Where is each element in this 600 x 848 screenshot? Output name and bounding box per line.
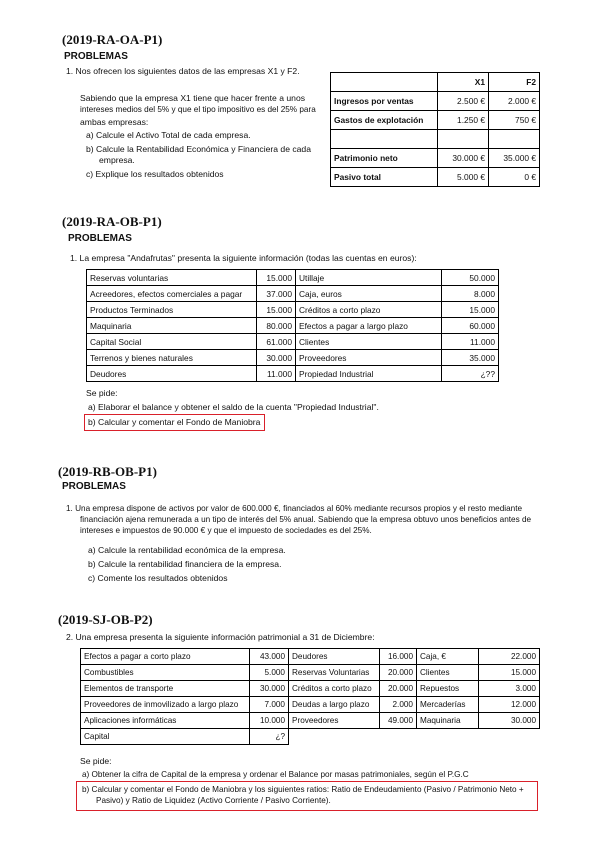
table-cell: Mercaderías (417, 697, 479, 713)
table-row (331, 92, 540, 111)
table-cell: 12.000 (479, 697, 540, 713)
table-cell (331, 73, 438, 92)
table-cell: Patrimonio neto (331, 149, 438, 168)
table-cell: Maquinaria (87, 318, 257, 334)
table-cell: 15.000 (257, 302, 296, 318)
table-row (331, 149, 540, 168)
table-cell: 15.000 (257, 270, 296, 286)
question-list (88, 543, 286, 585)
table-cell: ¿?? (442, 366, 499, 382)
problem-statement (80, 92, 326, 128)
table-cell: Proveedores (296, 350, 442, 366)
table-cell (489, 130, 540, 149)
section-heading: PROBLEMAS (62, 481, 126, 492)
problem-intro: 2. Una empresa presenta la siguiente información patrimonial a 31 de Diciembre: (66, 632, 375, 642)
table-header-f2: F2 (489, 73, 540, 92)
table-cell: 11.000 (442, 334, 499, 350)
table-row (81, 665, 540, 681)
table-row (331, 130, 540, 149)
table-cell: Caja, € (417, 649, 479, 665)
question-list (86, 130, 311, 180)
problem-statement (66, 503, 531, 536)
table-cell: Propiedad Industrial (296, 366, 442, 382)
table-cell: 10.000 (250, 713, 289, 729)
table-cell: 22.000 (479, 649, 540, 665)
table-cell: 30.000 € (438, 149, 489, 168)
question-item: a) Calcule el Activo Total de cada empresa. (86, 130, 251, 140)
table-cell: Capital (81, 729, 250, 745)
table-cell: Elementos de transporte (81, 681, 250, 697)
table-row (81, 649, 540, 665)
question-item: b) Calcule la Rentabilidad Económica y Financiera de cada (86, 143, 311, 154)
section-code: (2019-RB-OB-P1) (58, 464, 157, 479)
table-cell: Pasivo total (331, 168, 438, 187)
question-item: a) Obtener la cifra de Capital de la empresa y ordenar el Balance por masas patrimoniales, según el P.G.C (82, 770, 469, 779)
table-cell: 7.000 (250, 697, 289, 713)
table-cell: Clientes (296, 334, 442, 350)
table-cell: 8.000 (442, 286, 499, 302)
table-row (81, 713, 540, 729)
table-cell: 16.000 (380, 649, 417, 665)
table-cell (331, 130, 438, 149)
table-cell: Acreedores, efectos comerciales a pagar (87, 286, 257, 302)
table-cell: 2.000 (380, 697, 417, 713)
question-item (82, 784, 524, 806)
se-pide-label: Se pide: (80, 756, 112, 766)
table-cell: Deudores (87, 366, 257, 382)
text-line: ambas empresas: (80, 117, 149, 127)
table-cell: 30.000 (250, 681, 289, 697)
empty-cell (380, 729, 417, 745)
table-row (81, 729, 540, 745)
table-cell: 61.000 (257, 334, 296, 350)
problem-intro: 1. La empresa "Andafrutas" presenta la siguiente información (todas las cuentas en euros): (70, 253, 417, 263)
question-item: b) Calcule la rentabilidad financiera de la empresa. (88, 559, 282, 569)
table-cell: Repuestos (417, 681, 479, 697)
empty-cell (289, 729, 380, 745)
table-cell: 43.000 (250, 649, 289, 665)
table-cell: Proveedores de inmovilizado a largo plazo (81, 697, 250, 713)
question-item: c) Explique los resultados obtenidos (86, 168, 224, 179)
table-cell: Caja, euros (296, 286, 442, 302)
table-cell: Ingresos por ventas (331, 92, 438, 111)
table-cell: 1.250 € (438, 111, 489, 130)
table-row (331, 111, 540, 130)
table-row (87, 270, 499, 286)
table-cell: 2.000 € (489, 92, 540, 111)
table-row (81, 697, 540, 713)
table-cell: Utillaje (296, 270, 442, 286)
text-line: financiación ajena remunerada a un tipo de interés del 5% anual. Sabiendo que la empresa obtuvo unos beneficios antes de (80, 515, 532, 524)
text-line: b) Calcular y comentar el Fondo de Maniobra y los siguientes ratios: Ratio de Endeudamiento (Pasivo / Patrimonio Neto + (82, 785, 524, 794)
table-header-x1: X1 (438, 73, 489, 92)
question-item: a) Elaborar el balance y obtener el saldo de la cuenta "Propiedad Industrial". (88, 402, 379, 412)
text-line: Pasivo) y Ratio de Liquidez (Activo Corriente / Pasivo Corriente). (96, 796, 331, 805)
table-cell: 37.000 (257, 286, 296, 302)
text-line: Sabiendo que la empresa X1 tiene que hacer frente a unos (80, 93, 306, 103)
table-cell: Deudores (289, 649, 380, 665)
table-row (87, 366, 499, 382)
se-pide-label: Se pide: (86, 388, 118, 398)
table-cell: 60.000 (442, 318, 499, 334)
table-cell: 3.000 (479, 681, 540, 697)
table-cell: 5.000 € (438, 168, 489, 187)
table-cell: Terrenos y bienes naturales (87, 350, 257, 366)
table-cell: Efectos a pagar a largo plazo (296, 318, 442, 334)
table-header-row (331, 73, 540, 92)
table-cell: Maquinaria (417, 713, 479, 729)
question-item: b) Calcular y comentar el Fondo de Maniobra (88, 417, 261, 427)
table-row (87, 318, 499, 334)
table-cell: 20.000 (380, 665, 417, 681)
table-cell: 5.000 (250, 665, 289, 681)
section-code: (2019-RA-OB-P1) (62, 214, 162, 229)
table-cell: Efectos a pagar a corto plazo (81, 649, 250, 665)
table-cell: 30.000 (257, 350, 296, 366)
companies-data-table (330, 72, 540, 187)
text-line: intereses e impuestos de 90.000 € y que el impuesto de sociedades es del 25%. (80, 526, 372, 535)
table-cell: 50.000 (442, 270, 499, 286)
question-item: c) Comente los resultados obtenidos (88, 573, 228, 583)
text-line: 1. Una empresa dispone de activos por valor de 600.000 €, financiados al 60% mediante recursos propios y el resto mediante (66, 504, 523, 513)
table-row (87, 334, 499, 350)
table-cell: Clientes (417, 665, 479, 681)
table-cell: 11.000 (257, 366, 296, 382)
table-row (81, 681, 540, 697)
table-row (87, 286, 499, 302)
table-cell: 20.000 (380, 681, 417, 697)
text-line: intereses medios del 5% y que el tipo impositivo es del 25% para (80, 105, 316, 114)
table-cell: 35.000 (442, 350, 499, 366)
table-cell (438, 130, 489, 149)
table-cell: 35.000 € (489, 149, 540, 168)
section-heading: PROBLEMAS (68, 233, 132, 244)
table-row (331, 168, 540, 187)
table-cell: Reservas Voluntarias (289, 665, 380, 681)
section-code: (2019-SJ-OB-P2) (58, 612, 153, 627)
table-cell: Proveedores (289, 713, 380, 729)
question-item: a) Calcule la rentabilidad económica de la empresa. (88, 545, 286, 555)
table-cell: ¿? (250, 729, 289, 745)
question-item: empresa. (99, 155, 135, 165)
table-cell: 15.000 (442, 302, 499, 318)
table-cell: Capital Social (87, 334, 257, 350)
table-row (87, 302, 499, 318)
empty-cell (417, 729, 479, 745)
table-cell: 49.000 (380, 713, 417, 729)
table-cell: Reservas voluntarias (87, 270, 257, 286)
patrimonial-table (80, 648, 540, 745)
table-cell: Combustibles (81, 665, 250, 681)
table-cell: Créditos a corto plazo (296, 302, 442, 318)
table-cell: 30.000 (479, 713, 540, 729)
table-cell: 2.500 € (438, 92, 489, 111)
table-cell: Deudas a largo plazo (289, 697, 380, 713)
table-cell: 80.000 (257, 318, 296, 334)
section-code: (2019-RA-OA-P1) (62, 32, 163, 47)
table-cell: Aplicaciones informáticas (81, 713, 250, 729)
empty-cell (479, 729, 540, 745)
problem-intro: 1. Nos ofrecen los siguientes datos de las empresas X1 y F2. (66, 66, 300, 76)
section-heading: PROBLEMAS (64, 51, 128, 62)
table-cell: Gastos de explotación (331, 111, 438, 130)
table-cell: Créditos a corto plazo (289, 681, 380, 697)
table-row (87, 350, 499, 366)
table-cell: 15.000 (479, 665, 540, 681)
table-cell: Productos Terminados (87, 302, 257, 318)
accounts-table (86, 269, 499, 382)
table-cell: 0 € (489, 168, 540, 187)
table-cell: 750 € (489, 111, 540, 130)
